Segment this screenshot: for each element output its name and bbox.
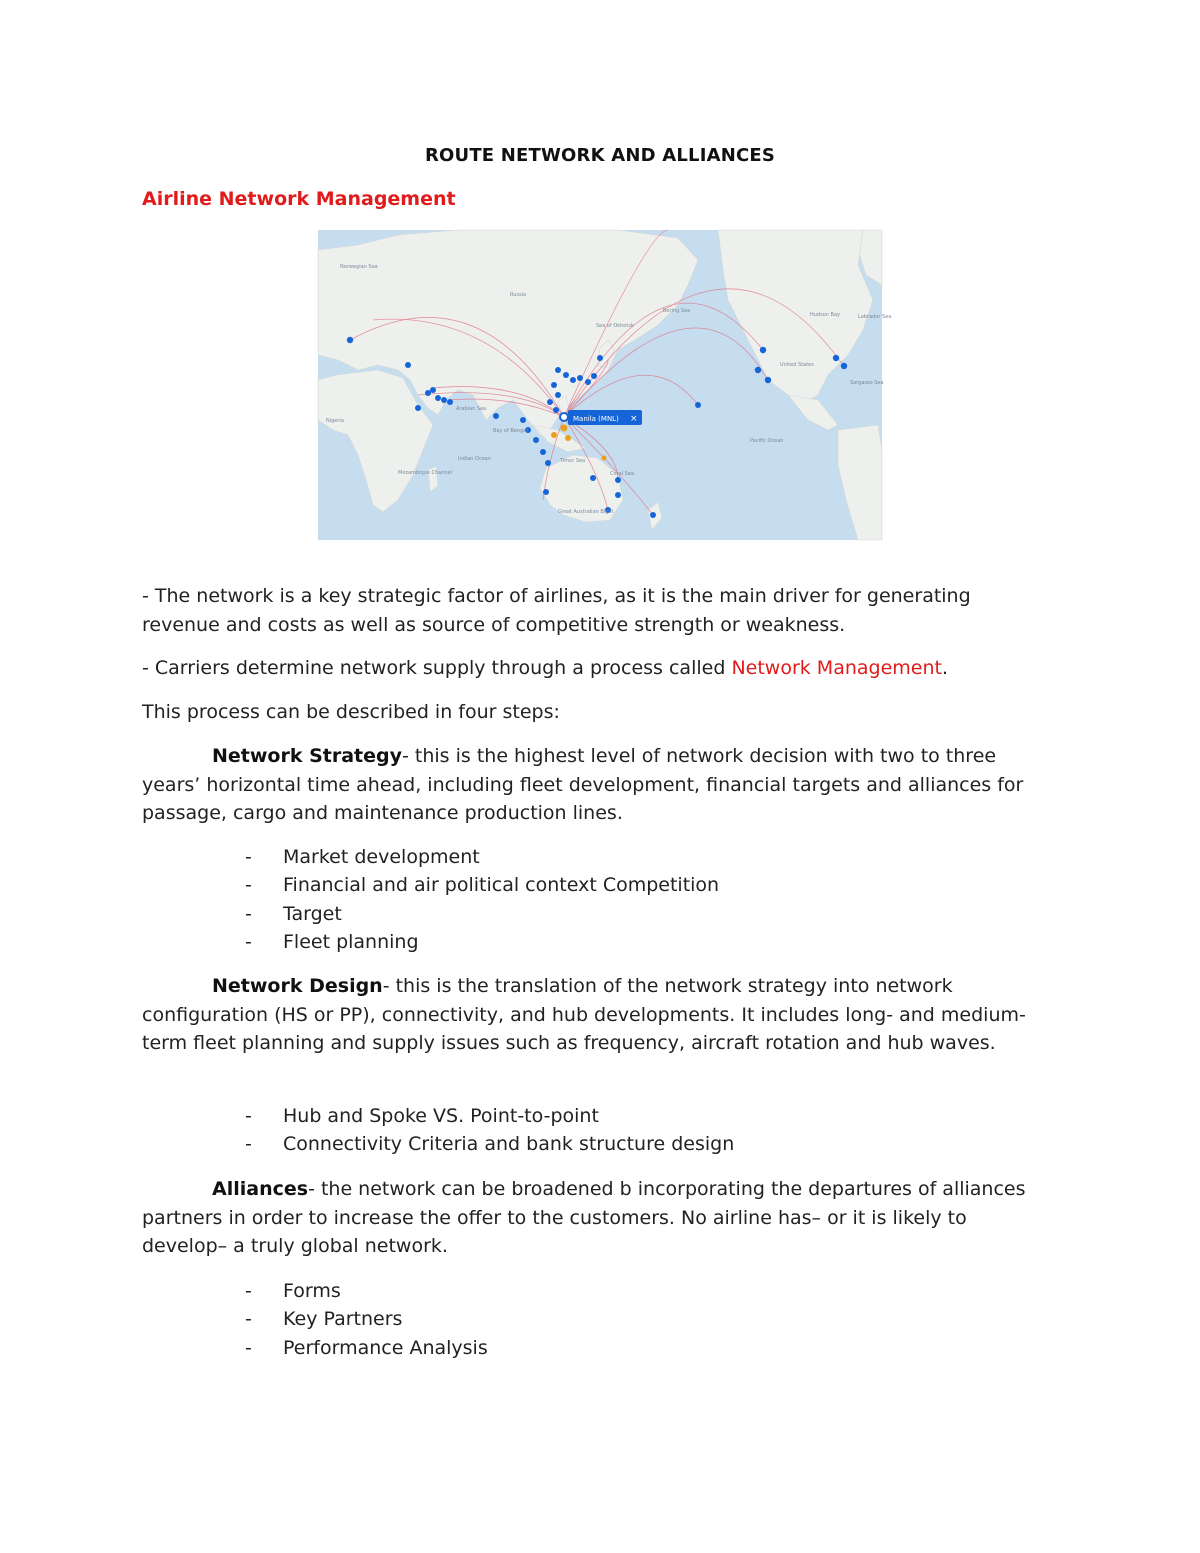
route-node <box>841 363 847 369</box>
list-item-text: Market development <box>283 846 480 868</box>
intro-paragraph-1: - The network is a key strategic factor of airlines, as it is the main driver for generating revenue and costs as well as source of competitive strength or weakness. <box>142 585 971 636</box>
route-node <box>563 372 569 378</box>
strategy-text: - this is the highest level of network decision with two to three years’ horizontal time ahead, including fleet development, financial targets and alliances for passage, cargo and maintenance production lines. <box>142 745 1024 824</box>
route-node <box>615 477 621 483</box>
route-node <box>520 417 526 423</box>
route-node <box>615 492 621 498</box>
route-node <box>551 382 557 388</box>
route-node <box>543 489 549 495</box>
map-label: Mozambique Channel <box>398 470 453 476</box>
map-label: Sargasso Sea <box>850 380 884 386</box>
hub-node <box>551 432 557 438</box>
list-item-text: Key Partners <box>283 1308 403 1331</box>
route-node <box>493 413 499 419</box>
route-node <box>405 362 411 368</box>
route-node <box>553 407 559 413</box>
section-subheading: Airline Network Management <box>142 188 456 210</box>
network-management-term: Network Management <box>731 657 942 679</box>
bullet-marker: - <box>245 846 252 868</box>
alliances-bullet-list <box>245 1277 488 1362</box>
bullet-marker: - <box>245 930 252 953</box>
map-label: Arabian Sea <box>456 406 487 412</box>
map-label: Great Australian Bight <box>558 509 614 515</box>
route-node <box>555 367 561 373</box>
route-node <box>430 387 436 393</box>
route-node <box>585 379 591 385</box>
map-label: Nigeria <box>326 418 344 424</box>
intro-paragraph-2-text: - Carriers determine network supply through a process called <box>142 657 732 679</box>
route-node <box>547 399 553 405</box>
route-node <box>755 367 761 373</box>
map-label: Labrador Sea <box>858 314 892 320</box>
route-network-map <box>318 230 892 540</box>
route-node <box>447 399 453 405</box>
route-node <box>425 390 431 396</box>
intro-paragraph-3: This process can be described in four steps: <box>142 701 560 723</box>
route-node <box>533 437 539 443</box>
bullet-marker: - <box>245 1105 252 1127</box>
route-node <box>415 405 421 411</box>
strategy-paragraph <box>142 742 1052 828</box>
document-title: ROUTE NETWORK AND ALLIANCES <box>424 145 776 166</box>
strategy-bullet-list <box>245 843 719 956</box>
list-item <box>245 1130 734 1158</box>
alliances-text: - the network can be broadened b incorporating the departures of alliances partners in order to increase the offer to the customers. No airline has– or it is likely to develop– a truly global network. <box>142 1178 1026 1257</box>
tooltip-close-icon[interactable]: × <box>630 414 638 424</box>
route-node <box>435 395 441 401</box>
map-label: Hudson Bay <box>810 312 840 318</box>
route-node <box>650 512 656 518</box>
list-item <box>245 928 719 956</box>
route-node <box>695 402 701 408</box>
list-item-text: Forms <box>283 1280 341 1302</box>
map-label: Pacific Ocean <box>750 438 784 444</box>
strategy-heading: Network Strategy <box>212 745 403 767</box>
route-node <box>545 460 551 466</box>
map-label: Coral Sea <box>610 471 634 477</box>
list-item <box>245 900 719 928</box>
route-node <box>540 449 546 455</box>
bullet-marker: - <box>245 874 252 897</box>
route-node <box>833 355 839 361</box>
route-node <box>590 475 596 481</box>
map-label: Timor Sea <box>560 458 586 464</box>
hub-node <box>565 435 571 441</box>
bullet-marker: - <box>245 1280 252 1302</box>
manila-hub-marker <box>560 413 568 421</box>
list-item-text: Fleet planning <box>283 930 419 953</box>
route-node <box>760 347 766 353</box>
list-item <box>245 871 719 899</box>
bullet-marker: - <box>245 1308 252 1331</box>
map-label: Sea of Okhotsk <box>596 323 634 329</box>
hub-node <box>561 425 568 432</box>
intro-paragraph-2 <box>142 654 1052 683</box>
bullet-marker: - <box>245 1336 252 1359</box>
bullet-marker: - <box>245 1133 252 1156</box>
map-label: Bering Sea <box>663 308 691 314</box>
alliances-paragraph <box>142 1175 1052 1261</box>
tooltip-label: Manila (MNL) <box>573 415 619 423</box>
bullet-marker: - <box>245 902 252 925</box>
list-item <box>245 1334 488 1362</box>
list-item-text: Financial and air political context Competition <box>283 874 720 897</box>
manila-tooltip <box>568 410 642 425</box>
design-bullet-list <box>245 1102 734 1159</box>
design-heading: Network Design <box>212 975 383 997</box>
list-item <box>245 1305 488 1333</box>
list-item-text: Connectivity Criteria and bank structure design <box>283 1133 735 1156</box>
map-label: United States <box>780 362 814 368</box>
map-label: Norwegian Sea <box>340 264 378 270</box>
list-item-text: Performance Analysis <box>283 1336 488 1359</box>
route-node <box>577 375 583 381</box>
route-node <box>591 373 597 379</box>
route-node <box>597 355 603 361</box>
map-label: Indian Ocean <box>458 456 492 462</box>
route-node <box>555 392 561 398</box>
intro-paragraph-2-period: . <box>941 657 949 679</box>
list-item-text: Target <box>283 902 342 925</box>
design-paragraph <box>142 972 1052 1058</box>
route-node <box>441 397 447 403</box>
alliances-heading: Alliances <box>212 1178 309 1200</box>
list-item-text: Hub and Spoke VS. Point-to-point <box>283 1105 599 1127</box>
map-label: Russia <box>510 292 527 298</box>
design-text: - this is the translation of the network strategy into network configuration (HS or PP), connectivity, and hub developments. It includes long- and medium-term fleet planning and supply issues such as frequency, aircraft rotation and hub waves. <box>142 975 1026 1054</box>
route-node <box>570 377 576 383</box>
hub-node <box>602 456 607 461</box>
map-label: Bay of Bengal <box>493 428 528 434</box>
list-item <box>245 843 719 871</box>
list-item <box>245 1277 488 1305</box>
route-node <box>347 337 353 343</box>
list-item <box>245 1102 734 1130</box>
route-node <box>765 377 771 383</box>
